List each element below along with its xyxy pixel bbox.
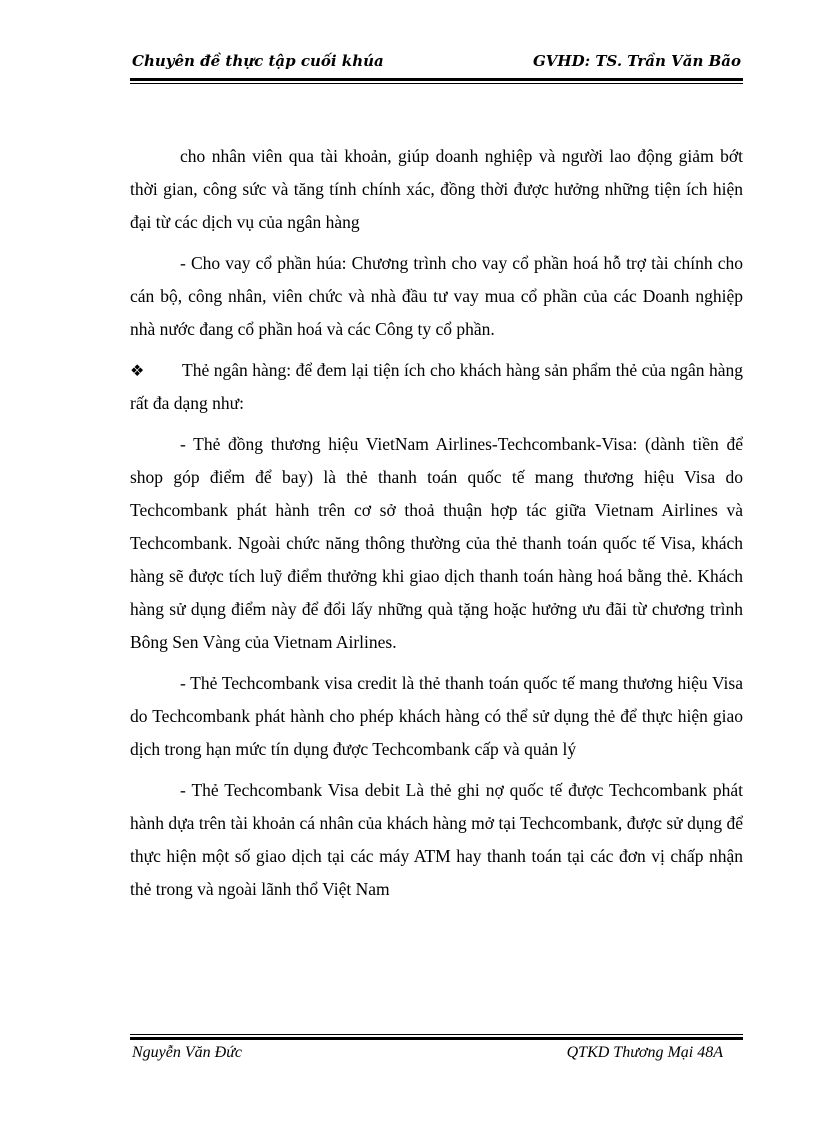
header-title: Chuyên đề thực tập cuối khúa	[132, 52, 384, 70]
paragraph: - Thẻ đồng thương hiệu VietNam Airlines-Techcombank-Visa: (dành tiền để shop góp điểm để bay) là thẻ thanh toán quốc tế mang thương hiệu Visa do Techcombank phát hành trên cơ sở thoả thuận hợp tác giữa Vietnam Airlines và Techcombank. Ngoài chức năng thông thường của thẻ thanh toán quốc tế Visa, khách hàng sẽ được tích luỹ điểm thưởng khi giao dịch thanh toán hàng hoá bằng thẻ. Khách hàng sử dụng điểm này để đổi lấy những quà tặng hoặc hưởng ưu đãi từ chương trình Bông Sen Vàng của Vietnam Airlines.	[130, 434, 743, 652]
paragraph: - Thẻ Techcombank Visa debit Là thẻ ghi nợ quốc tế được Techcombank phát hành dựa trên tài khoản cá nhân của khách hàng mở tại Techcombank, được sử dụng để thực hiện một số giao dịch tại các máy ATM hay thanh toán tại các đơn vị chấp nhận thẻ trong và ngoài lãnh thổ Việt Nam	[130, 780, 743, 899]
footer-class: QTKD Thương Mại 48A	[566, 1044, 723, 1061]
footer-rule	[130, 1034, 743, 1040]
bullet-text: Thẻ ngân hàng: để đem lại tiện ích cho khách hàng sản phẩm thẻ của ngân hàng rất đa dạng như:	[130, 360, 743, 413]
paragraph: - Cho vay cổ phần húa: Chương trình cho vay cổ phần hoá hỗ trợ tài chính cho cán bộ, công nhân, viên chức và nhà đầu tư vay mua cổ phần của các Doanh nghiệp nhà nước đang cổ phần hoá và các Công ty cổ phần.	[130, 253, 743, 339]
footer-author: Nguyễn Văn Đức	[132, 1044, 243, 1061]
page-header	[130, 50, 743, 76]
bullet-paragraph	[130, 354, 743, 420]
document-body	[130, 140, 743, 914]
paragraph: cho nhân viên qua tài khoản, giúp doanh nghiệp và người lao động giảm bớt thời gian, công sức và tăng tính chính xác, đồng thời được hưởng những tiện ích hiện đại từ các dịch vụ của ngân hàng	[130, 146, 743, 232]
page-footer	[130, 1044, 743, 1068]
header-rule	[130, 78, 743, 84]
header-supervisor: GVHD: TS. Trần Văn Bão	[532, 52, 741, 70]
diamond-bullet-icon: ❖	[130, 361, 145, 380]
paragraph: - Thẻ Techcombank visa credit là thẻ thanh toán quốc tế mang thương hiệu Visa do Techcombank phát hành cho phép khách hàng có thể sử dụng thẻ để thực hiện giao dịch trong hạn mức tín dụng được Techcombank cấp và quản lý	[130, 673, 743, 759]
